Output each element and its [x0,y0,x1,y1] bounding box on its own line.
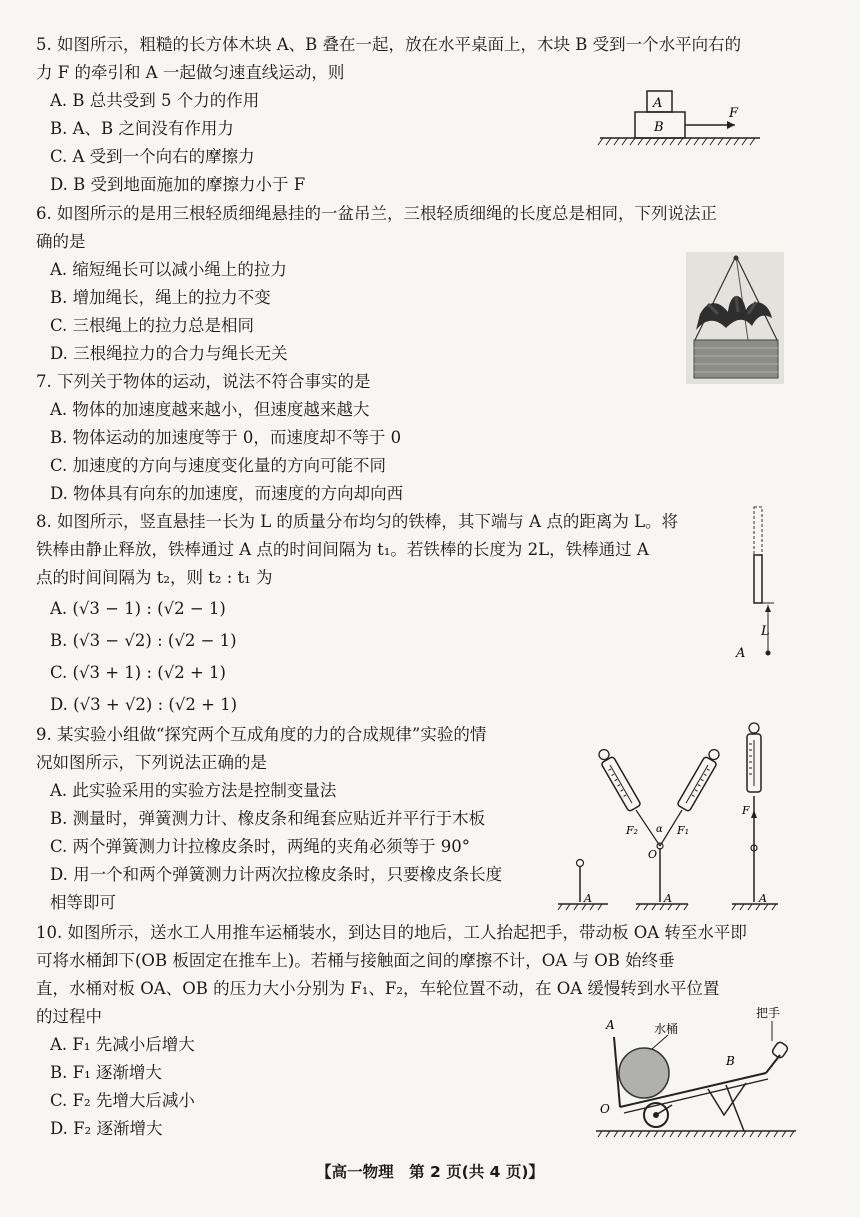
q9-option-c: C. 两个弹簧测力计拉橡皮条时，两绳的夹角必须等于 90° [50,837,471,856]
q5-stem-line1: 5. 如图所示，粗糙的长方体木块 A、B 叠在一起，放在水平桌面上，木块 B 受到一个水平向右的 [36,35,742,54]
q10-stem-line1: 10. 如图所示，送水工人用推车运桶装水，到达目的地后，工人抬起把手，带动板 OA 转至水平即 [36,923,747,942]
q8-stem-line3: 点的时间间隔为 t₂，则 t₂ : t₁ 为 [36,568,273,587]
q7-stem: 7. 下列关于物体的运动，说法不符合事实的是 [36,372,371,391]
q10-option-d: D. F₂ 逐渐增大 [50,1119,163,1138]
q9-option-a: A. 此实验采用的实验方法是控制变量法 [50,781,337,800]
q8-option-a: A. (√3 − 1) : (√2 − 1) [50,599,226,618]
q7-option-c: C. 加速度的方向与速度变化量的方向可能不同 [50,456,387,475]
q6-option-d: D. 三根绳拉力的合力与绳长无关 [50,344,288,363]
q9-force-experiment-figure [548,722,780,912]
q9-alpha-label: α [656,824,663,835]
q7-option-b: B. 物体运动的加速度等于 0，而速度却不等于 0 [50,428,402,447]
q6-option-a: A. 缩短绳长可以减小绳上的拉力 [50,260,287,279]
q9-option-d-line1: D. 用一个和两个弹簧测力计两次拉橡皮条时，只要橡皮条长度 [50,865,503,884]
q10-option-b: B. F₁ 逐渐增大 [50,1063,162,1082]
q10-handle-label: 把手 [756,1006,781,1020]
q9-stem-line1: 9. 某实验小组做“探究两个互成角度的力的合成规律”实验的情 [36,725,487,744]
q10-cart-figure [596,1003,806,1143]
q9-f1-label: F₁ [677,824,690,837]
q8-option-c: C. (√3 + 1) : (√2 + 1) [50,663,226,682]
q10-point-a-label: A [606,1018,615,1032]
q6-option-b: B. 增加绳长，绳上的拉力不变 [50,288,271,307]
q10-stem-line4: 的过程中 [36,1007,102,1026]
q10-bucket-label: 水桶 [654,1022,679,1036]
q8-point-a-label: A [736,646,746,661]
q9-point-o-label: O [648,848,658,861]
q9-right-point-a: A [759,892,767,905]
q7-option-d: D. 物体具有向东的加速度，而速度的方向却向西 [50,484,404,503]
q9-f2-label: F₂ [626,824,639,837]
q10-stem-line3: 直，水桶对板 OA、OB 的压力大小分别为 F₁、F₂，车轮位置不动，在 OA 缓慢转到水平位置 [36,979,720,998]
q5-option-d: D. B 受到地面施加的摩擦力小于 F [50,175,306,194]
q8-stem-line1: 8. 如图所示，竖直悬挂一长为 L 的质量分布均匀的铁棒，其下端与 A 点的距离为 L。将 [36,512,679,531]
q9-f-label: F [742,804,750,817]
q5-option-c: C. A 受到一个向右的摩擦力 [50,147,255,166]
q5-block-a-label: A [653,96,663,111]
q7-option-a: A. 物体的加速度越来越小，但速度越来越大 [50,400,370,419]
q6-option-c: C. 三根绳上的拉力总是相同 [50,316,255,335]
q8-distance-label: L [761,624,770,639]
q8-option-b: B. (√3 − √2) : (√2 − 1) [50,631,237,650]
q5-block-b-label: B [654,120,664,135]
q10-option-c: C. F₂ 先增大后减小 [50,1091,195,1110]
q10-point-b-label: B [726,1054,735,1068]
q10-stem-line2: 可将水桶卸下(OB 板固定在推车上)。若桶与接触面之间的摩擦不计，OA 与 OB 始终垂 [36,951,675,970]
q5-force-label: F [729,106,739,121]
q10-point-o-label: O [600,1102,610,1116]
q9-mid-point-a: A [664,892,672,905]
q5-option-a: A. B 总共受到 5 个力的作用 [50,91,260,110]
q10-option-a: A. F₁ 先减小后增大 [50,1035,195,1054]
q6-stem-line1: 6. 如图所示的是用三根轻质细绳悬挂的一盆吊兰，三根轻质细绳的长度总是相同，下列说法正 [36,204,717,223]
q5-option-b: B. A、B 之间没有作用力 [50,119,234,138]
q5-stem-line2: 力 F 的牵引和 A 一起做匀速直线运动，则 [36,63,345,82]
q9-option-b: B. 测量时，弹簧测力计、橡皮条和绳套应贴近并平行于木板 [50,809,486,828]
q9-option-d-line2: 相等即可 [50,893,116,912]
q9-stem-line2: 况如图所示，下列说法正确的是 [36,753,267,772]
q8-iron-rod-figure [728,505,788,665]
q6-hanging-plant-figure [686,252,784,384]
page-footer: 【高一物理 第 2 页(共 4 页)】 [316,1163,544,1181]
q6-stem-line2: 确的是 [36,232,86,251]
q8-option-d: D. (√3 + √2) : (√2 + 1) [50,695,238,714]
q5-blocks-figure [595,85,765,155]
q8-stem-line2: 铁棒由静止释放，铁棒通过 A 点的时间间隔为 t₁。若铁棒的长度为 2L，铁棒通过 A [36,540,649,559]
q9-left-point-a: A [584,892,592,905]
